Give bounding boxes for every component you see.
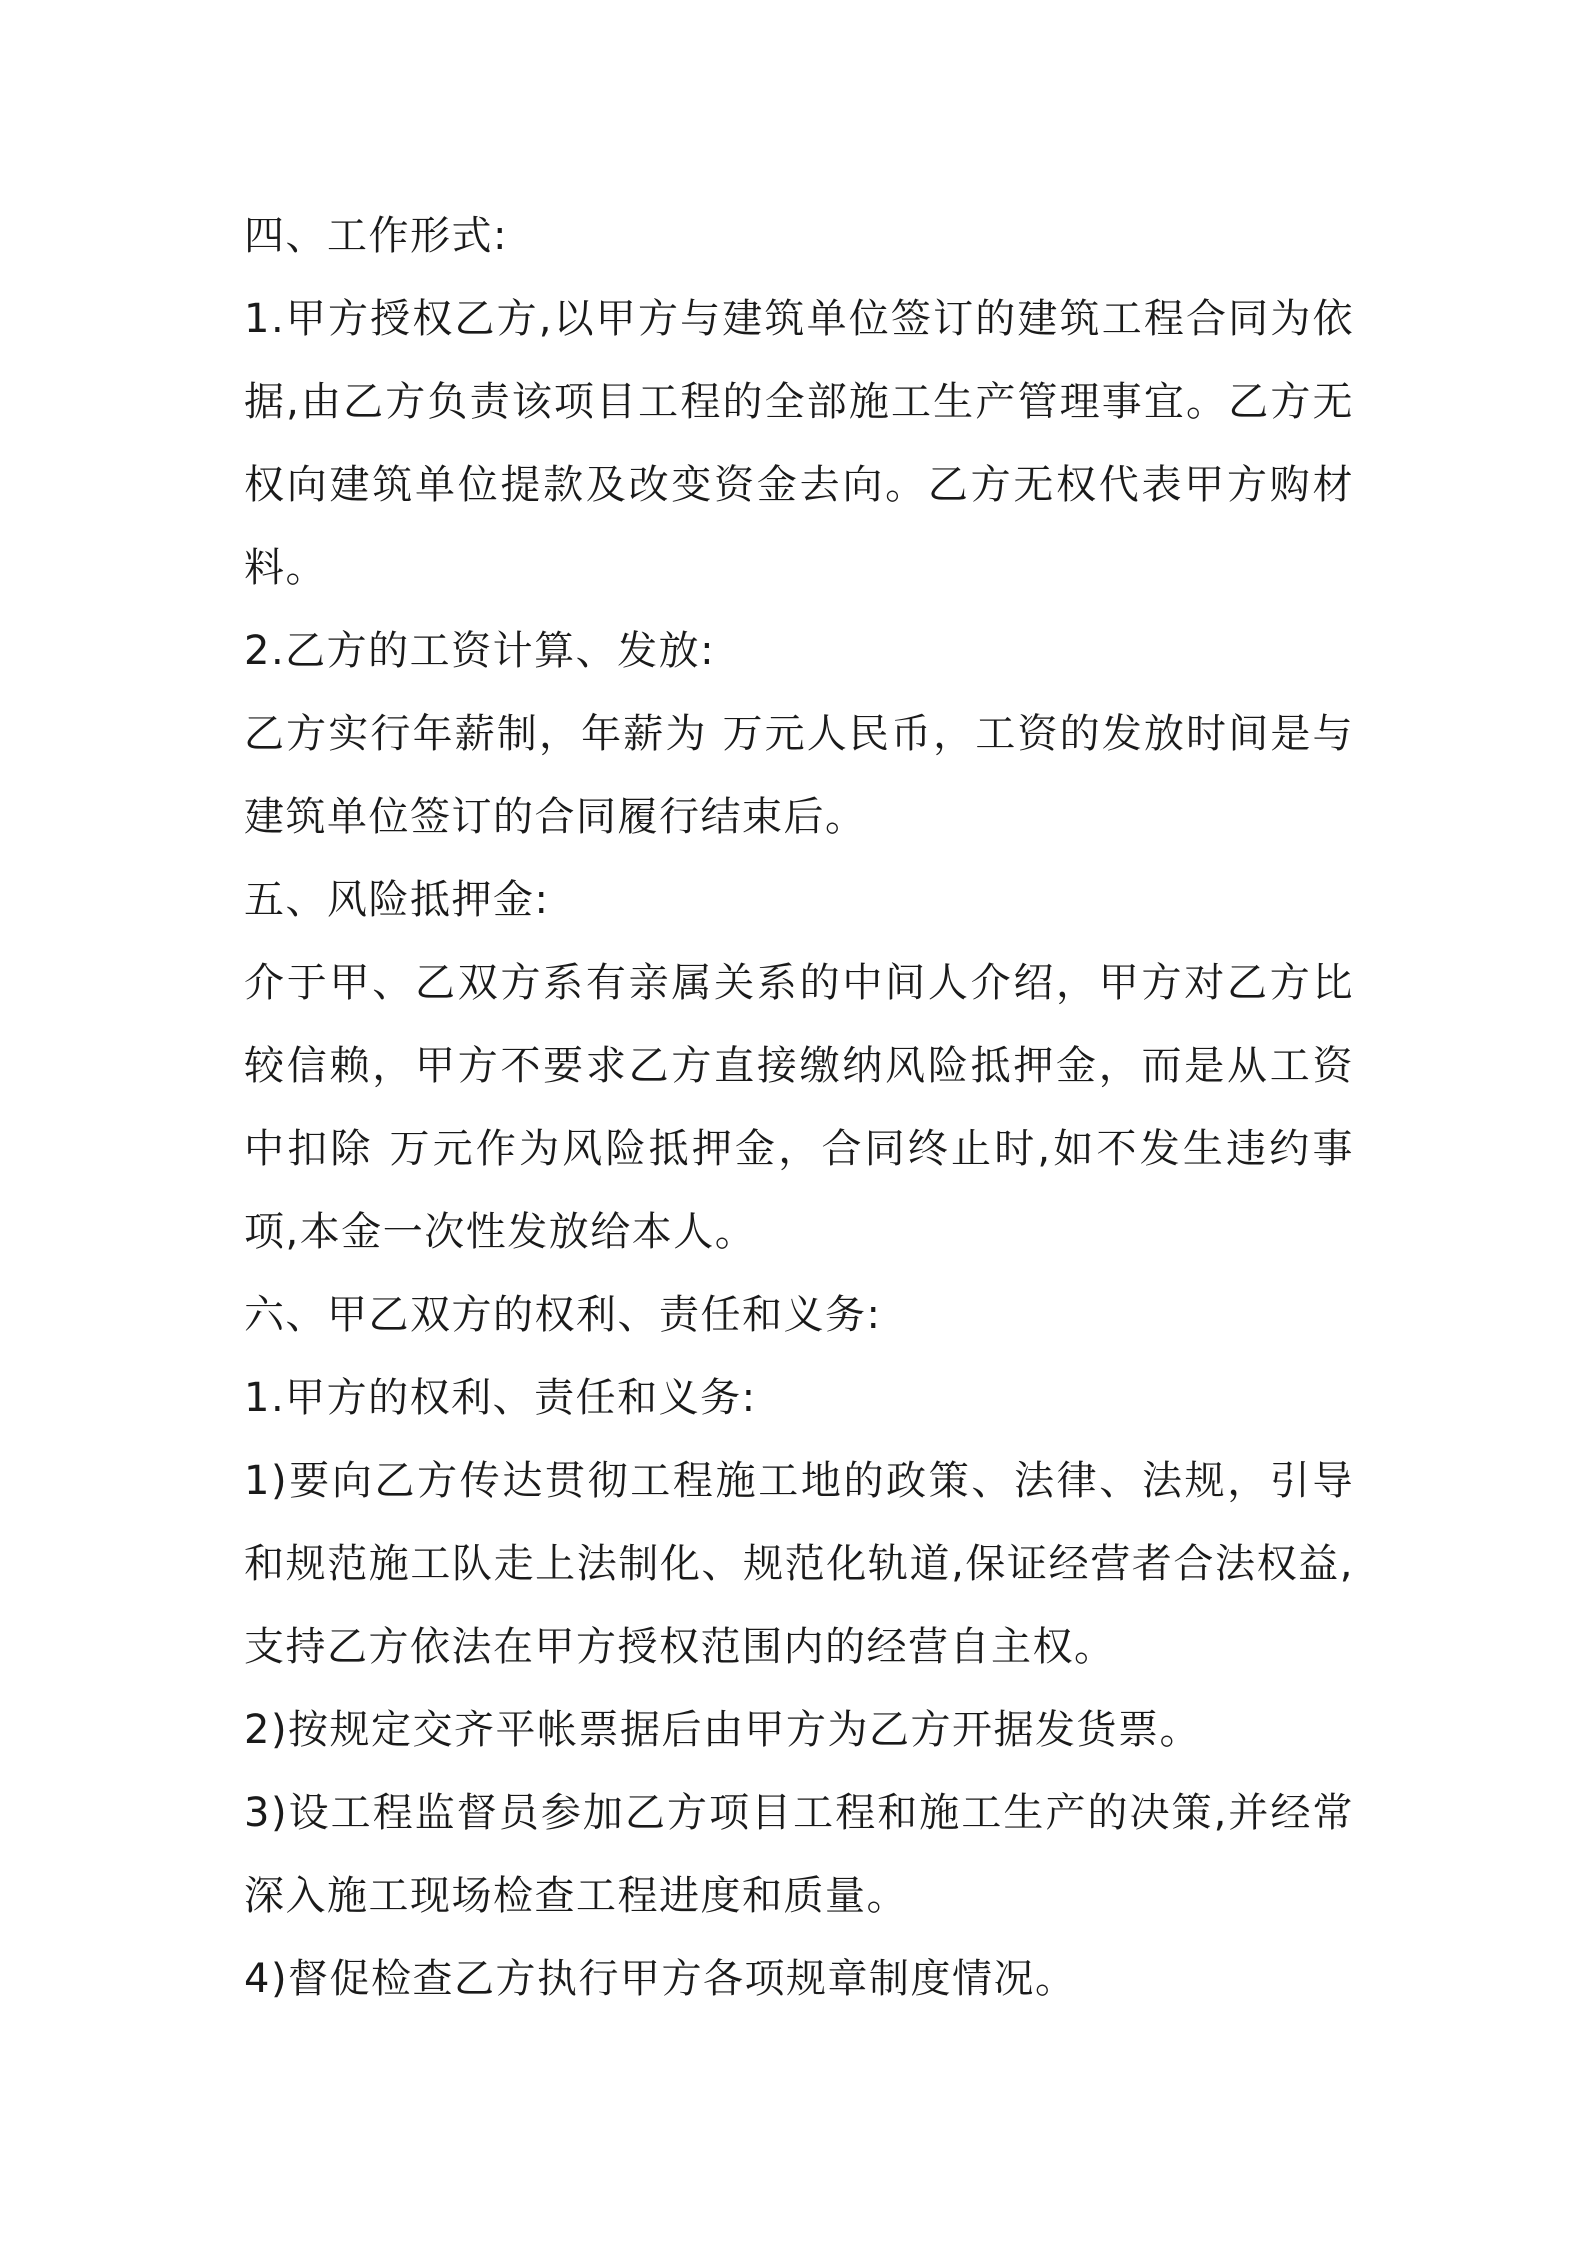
clause-authorization: 1.甲方授权乙方,以甲方与建筑单位签订的建筑工程合同为依据,由乙方负责该项目工程的全部施工生产管理事宜。乙方无权向建筑单位提款及改变资金去向。乙方无权代表甲方购材料。 <box>244 296 1354 591</box>
clause-salary-heading: 2.乙方的工资计算、发放: <box>244 628 716 674</box>
clause-party-a-item-2: 2)按规定交齐平帐票据后由甲方为乙方开据发货票。 <box>244 1707 1202 1753</box>
clause-salary-body: 乙方实行年薪制，年薪为 万元人民币，工资的发放时间是与建筑单位签订的合同履行结束后。 <box>244 711 1354 840</box>
clause-party-a-item-1: 1)要向乙方传达贯彻工程施工地的政策、法律、法规，引导和规范施工队走上法制化、规范化轨道,保证经营者合法权益,支持乙方依法在甲方授权范围内的经营自主权。 <box>244 1458 1354 1670</box>
clause-party-a-item-4: 4)督促检查乙方执行甲方各项规章制度情况。 <box>244 1956 1077 2002</box>
clause-party-a-item-3: 3)设工程监督员参加乙方项目工程和施工生产的决策,并经常深入施工现场检查工程进度和质量。 <box>244 1790 1354 1919</box>
clause-risk-deposit: 介于甲、乙双方系有亲属关系的中间人介绍，甲方对乙方比较信赖，甲方不要求乙方直接缴纳风险抵押金，而是从工资中扣除 万元作为风险抵押金，合同终止时,如不发生违约事项,本金一次性发放给本人。 <box>244 960 1354 1255</box>
section-heading-rights-duties: 六、甲乙双方的权利、责任和义务: <box>244 1292 882 1338</box>
document-body <box>244 195 1354 2021</box>
clause-party-a-heading: 1.甲方的权利、责任和义务: <box>244 1375 757 1421</box>
section-heading-risk-deposit: 五、风险抵押金: <box>244 877 550 923</box>
section-heading-work-form: 四、工作形式: <box>244 213 508 259</box>
